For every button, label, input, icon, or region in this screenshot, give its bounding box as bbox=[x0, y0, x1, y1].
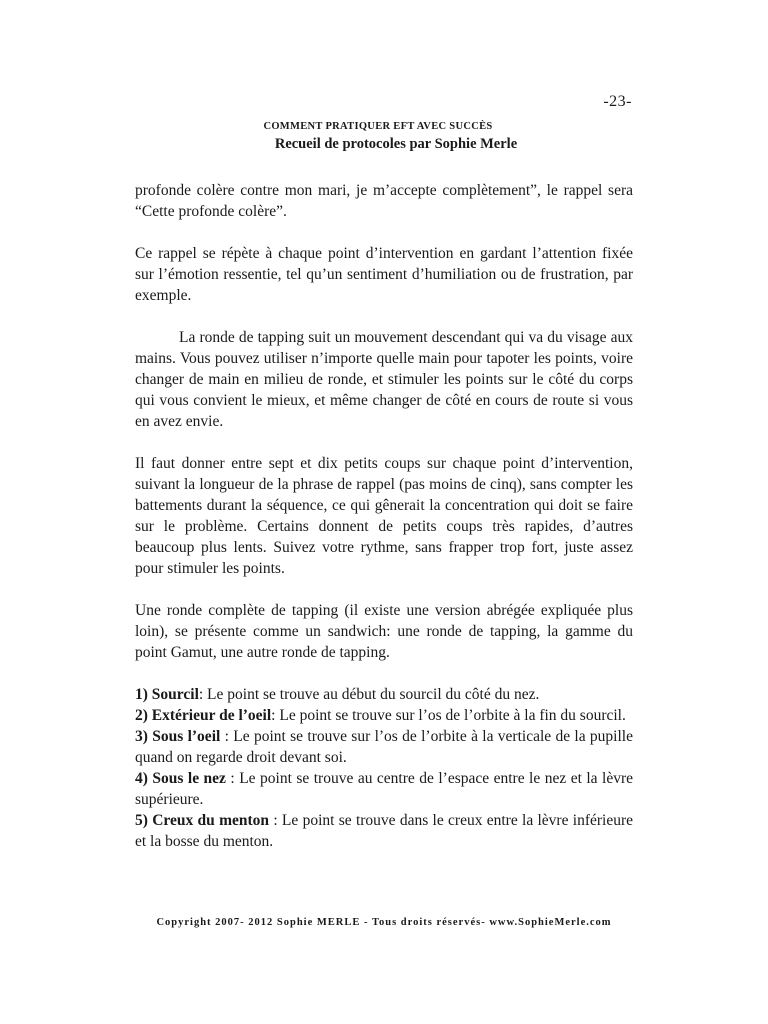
page-number: -23- bbox=[603, 93, 632, 110]
point-description: : Le point se trouve au centre de l’espace entre le nez et la lèvre supérieure. bbox=[135, 770, 634, 808]
point-label: 4) Sous le nez bbox=[135, 770, 226, 787]
list-item bbox=[135, 810, 633, 852]
list-item bbox=[135, 768, 633, 810]
list-item bbox=[135, 705, 633, 726]
point-description: : Le point se trouve sur l’os de l’orbite à la verticale de la pupille quand on regarde droit devant soi. bbox=[135, 728, 633, 766]
point-label: 5) Creux du menton bbox=[135, 812, 270, 829]
point-description: : Le point se trouve sur l’os de l’orbite à la fin du sourcil. bbox=[271, 707, 626, 724]
page-body bbox=[135, 180, 633, 852]
paragraph: Ce rappel se répète à chaque point d’intervention en gardant l’attention fixée sur l’émotion ressentie, tel qu’un sentiment d’humiliation ou de frustration, par exemple. bbox=[135, 245, 633, 304]
point-label: 2) Extérieur de l’oeil bbox=[135, 707, 272, 724]
book-title: COMMENT PRATIQUER EFT AVEC SUCCÈS bbox=[263, 121, 493, 132]
paragraph: La ronde de tapping suit un mouvement descendant qui va du visage aux mains. Vous pouvez utiliser n’importe quelle main pour tapoter les points, voire changer de main en milieu de ronde, et stimuler les points sur le côté du corps qui vous convient le mieux, et même changer de côté en cours de route si vous en avez envie. bbox=[135, 329, 633, 430]
point-label: 3) Sous l’oeil bbox=[135, 728, 221, 745]
page-header bbox=[0, 120, 768, 154]
tapping-points-list bbox=[135, 684, 633, 852]
list-item bbox=[135, 726, 633, 768]
point-description: : Le point se trouve dans le creux entre la lèvre inférieure et la bosse du menton. bbox=[135, 812, 634, 850]
list-item bbox=[135, 684, 633, 705]
copyright-footer: Copyright 2007- 2012 Sophie MERLE - Tous droits réservés- www.SophieMerle.com bbox=[156, 917, 612, 928]
point-label: 1) Sourcil bbox=[135, 686, 199, 703]
paragraph: profonde colère contre mon mari, je m’accepte complètement”, le rappel sera “Cette profonde colère”. bbox=[135, 182, 633, 220]
paragraph: Une ronde complète de tapping (il existe une version abrégée expliquée plus loin), se présente comme un sandwich: une ronde de tapping, la gamme du point Gamut, une autre ronde de tapping. bbox=[135, 602, 633, 661]
paragraph: Il faut donner entre sept et dix petits coups sur chaque point d’intervention, suivant la longueur de la phrase de rappel (pas moins de cinq), sans compter les battements durant la séquence, ce qui gênerait la concentration qui doit se faire sur le problème. Certains donnent de petits coups très rapides, d’autres beaucoup plus lents. Suivez votre rythme, sans frapper trop fort, juste assez pour stimuler les points. bbox=[135, 455, 633, 577]
point-description: : Le point se trouve au début du sourcil du côté du nez. bbox=[198, 686, 540, 703]
book-subtitle: Recueil de protocoles par Sophie Merle bbox=[274, 136, 518, 152]
